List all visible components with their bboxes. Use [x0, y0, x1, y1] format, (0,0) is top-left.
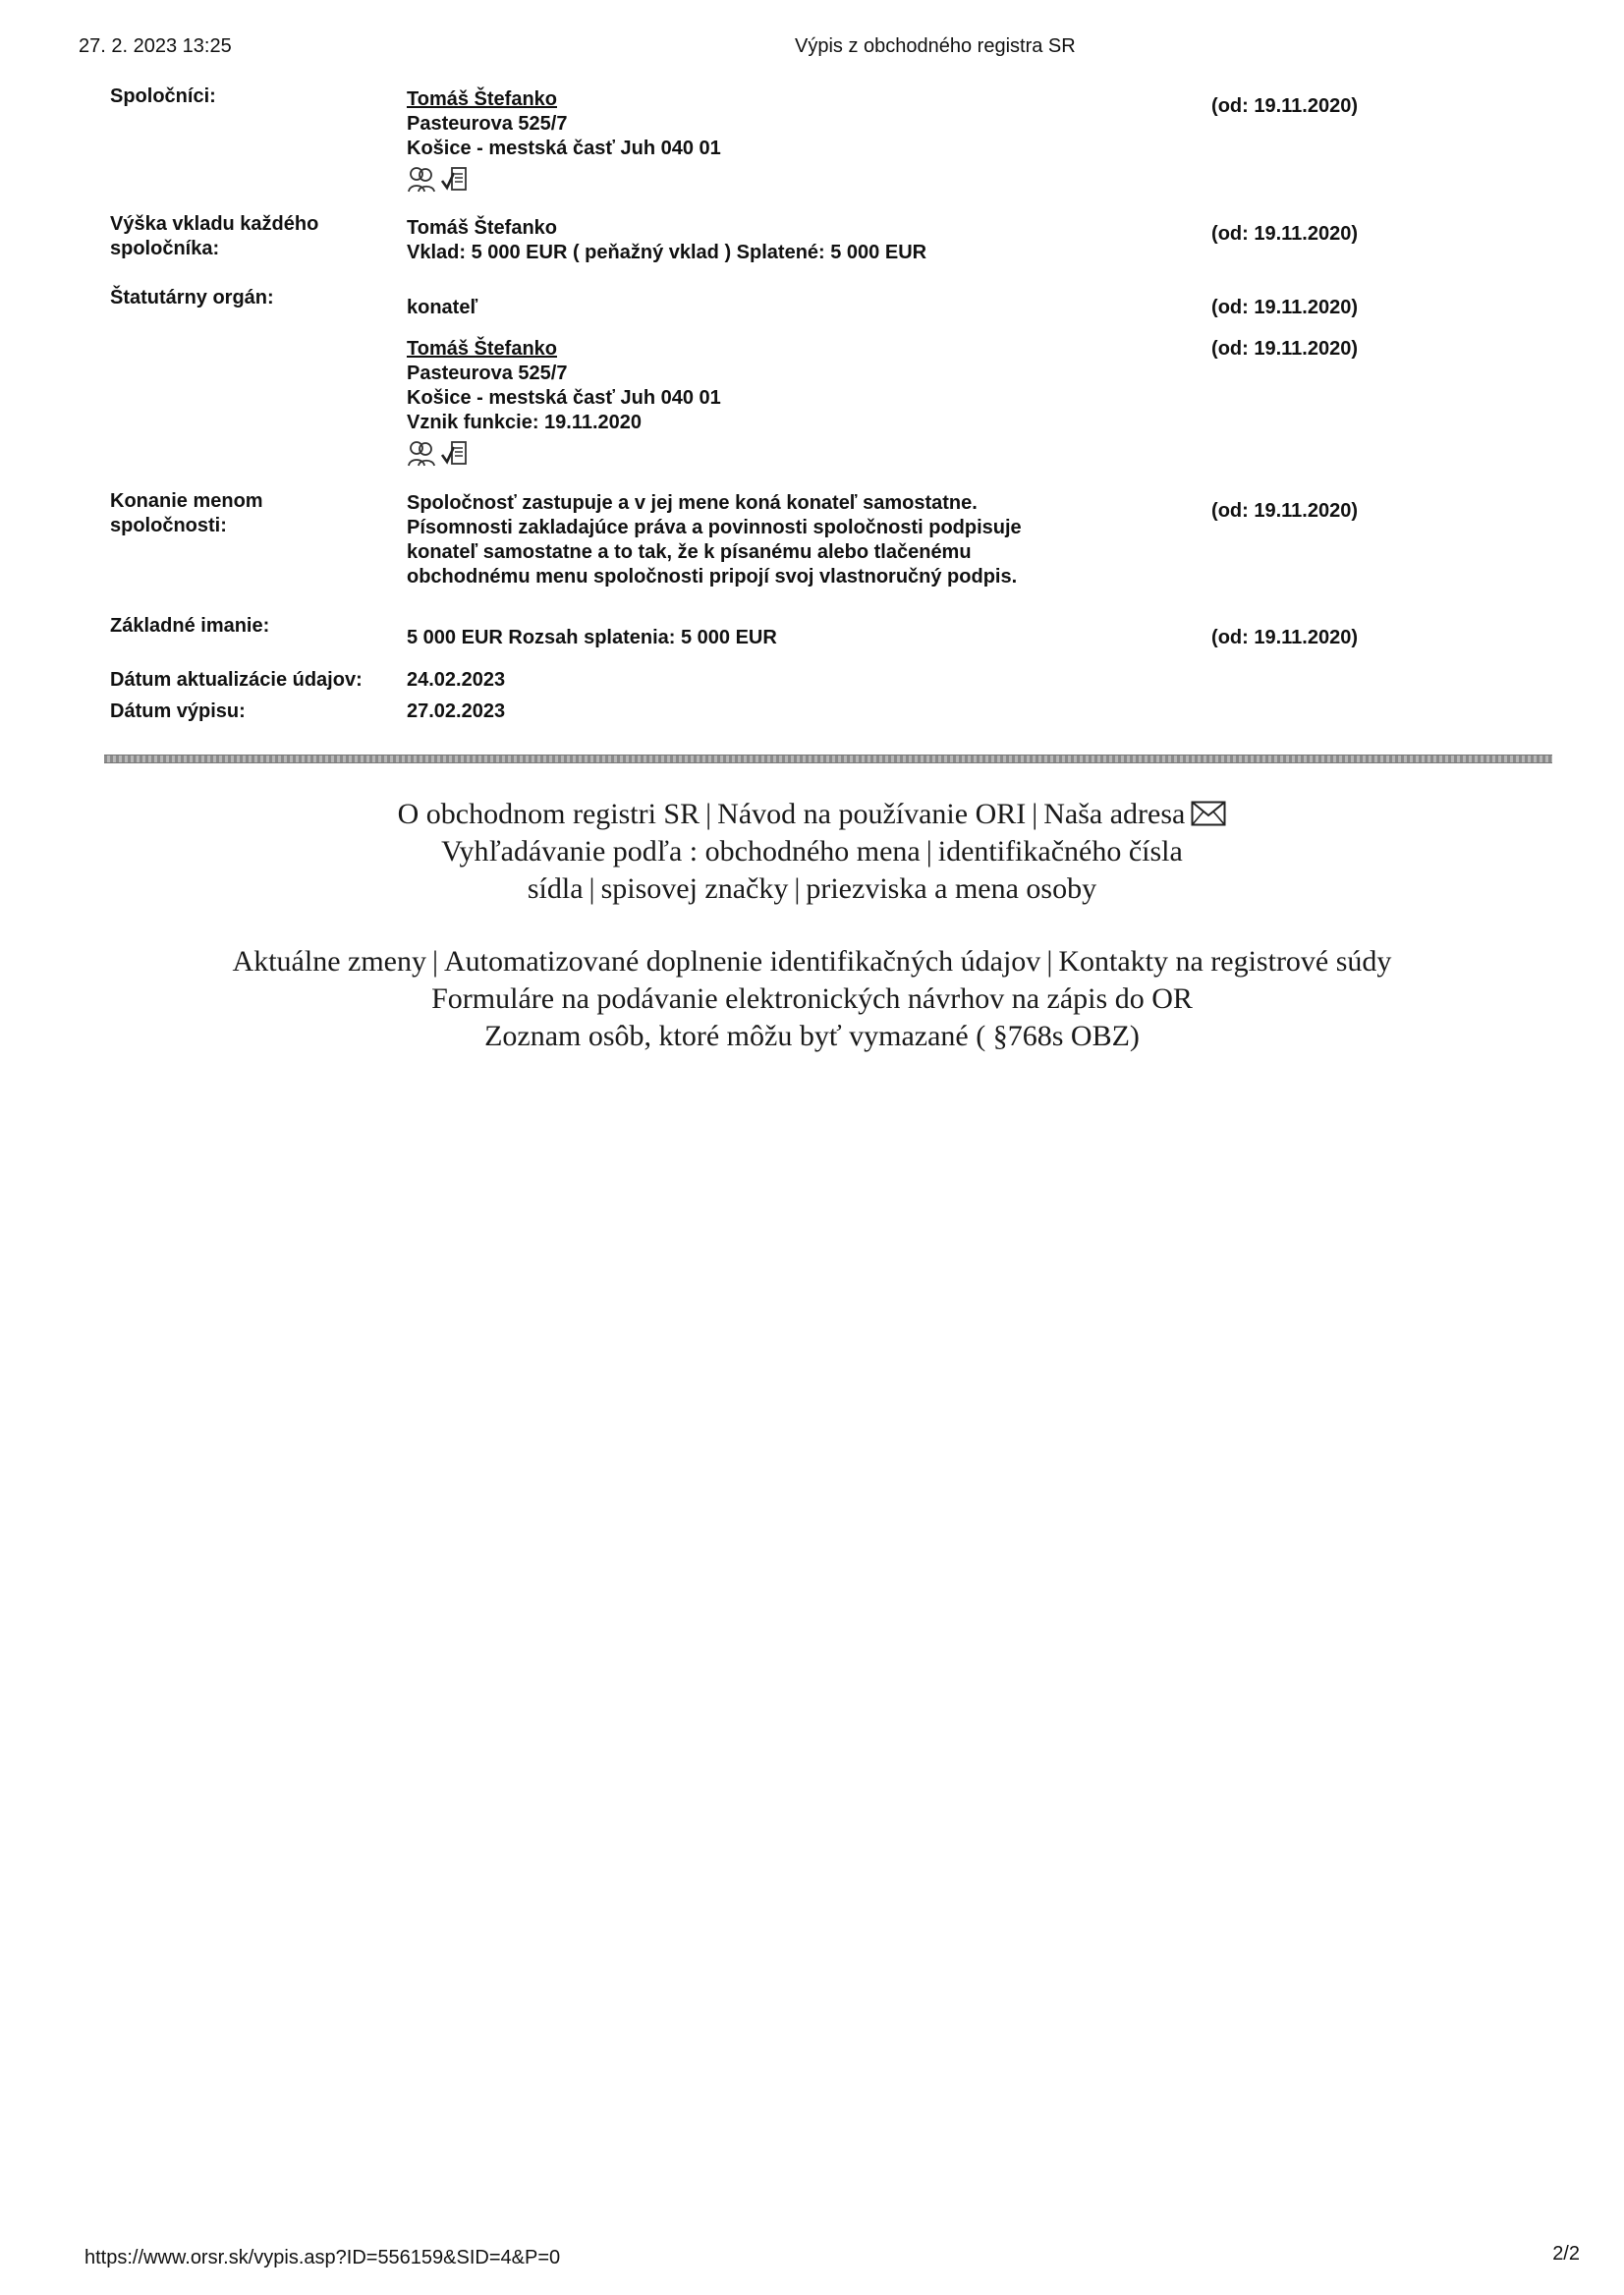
link-separator: |: [925, 835, 932, 868]
deposit-label-line2: spoločníka:: [110, 238, 220, 259]
statutory-role-row: [110, 286, 1358, 337]
link-separator: |: [1046, 945, 1053, 978]
link-search-file-number[interactable]: spisovej značky: [600, 872, 789, 905]
acting-line1: Spoločnosť zastupuje a v jej mene koná konateľ samostatne.: [407, 492, 978, 514]
acting-value: [407, 491, 1185, 589]
executive-since: (od: 19.11.2020): [1211, 338, 1358, 360]
partner-name-link[interactable]: Tomáš Štefanko: [407, 88, 557, 110]
link-current-changes[interactable]: Aktuálne zmeny: [232, 945, 426, 978]
deposit-since: (od: 19.11.2020): [1211, 223, 1358, 245]
footer-line-2: [0, 833, 1624, 870]
partners-row: [110, 84, 1358, 212]
persons-icon[interactable]: [407, 439, 436, 467]
capital-label: Základné imanie:: [110, 615, 270, 637]
acting-label: [110, 489, 407, 538]
link-auto-completion[interactable]: Automatizované doplnenie identifikačných údajov: [444, 945, 1041, 978]
link-about-register[interactable]: O obchodnom registri SR: [397, 798, 700, 830]
link-ori-manual[interactable]: Návod na používanie ORI: [717, 798, 1027, 830]
statutory-role: konateľ: [407, 297, 478, 318]
deposit-partner-name: Tomáš Štefanko: [407, 217, 557, 239]
deposit-label: [110, 212, 407, 261]
footer-line-5: [0, 980, 1624, 1018]
acting-line3: konateľ samostatne a to tak, že k písanému alebo tlačenému: [407, 541, 972, 563]
partners-label: Spoločníci:: [110, 85, 216, 107]
print-header: [79, 35, 1545, 59]
partners-value: [407, 87, 1185, 193]
update-date-label: Dátum aktualizácie údajov:: [110, 669, 363, 691]
document-check-icon[interactable]: [440, 439, 470, 467]
statutory-person-value: [407, 337, 1185, 467]
acting-label-line1: Konanie menom: [110, 490, 263, 512]
deposit-value: [407, 216, 1185, 265]
executive-function-start: Vznik funkcie: 19.11.2020: [407, 412, 643, 433]
link-forms[interactable]: Formuláre na podávanie elektronických návrhov na zápis do OR: [431, 982, 1193, 1015]
link-separator: |: [705, 798, 712, 830]
statutory-person-row: [110, 337, 1358, 489]
page-number: 2/2: [1552, 2243, 1580, 2265]
acting-label-line2: spoločnosti:: [110, 515, 227, 536]
link-separator: |: [431, 945, 438, 978]
executive-address-city: Košice - mestská časť Juh 040 01: [407, 387, 721, 409]
deposit-row: [110, 212, 1358, 286]
footer-line-1: [0, 796, 1624, 833]
link-search-id-number[interactable]: identifikačného čísla: [937, 835, 1183, 868]
extract-date-row: [110, 700, 1358, 729]
acting-line4: obchodnému menu spoločnosti pripojí svoj vlastnoručný podpis.: [407, 566, 1018, 588]
footer-block-primary: [0, 796, 1624, 908]
executive-name-link[interactable]: Tomáš Štefanko: [407, 338, 557, 360]
print-footer: [84, 2243, 1580, 2270]
footer-block-secondary: [0, 943, 1624, 1055]
partner-icons: [407, 165, 1185, 193]
acting-line2: Písomnosti zakladajúce práva a povinnosti spoločnosti podpisuje: [407, 517, 1022, 538]
update-date-value: 24.02.2023: [407, 669, 506, 691]
link-search-seat[interactable]: sídla: [527, 872, 584, 905]
acting-row: [110, 489, 1358, 614]
partner-address-street: Pasteurova 525/7: [407, 113, 568, 135]
footer-line-6: [0, 1018, 1624, 1055]
print-url: https://www.orsr.sk/vypis.asp?ID=556159&SID=4&P=0: [84, 2247, 561, 2268]
partner-address-city: Košice - mestská časť Juh 040 01: [407, 138, 721, 159]
link-separator: |: [794, 872, 801, 905]
link-separator: |: [588, 872, 595, 905]
extract-date-value: 27.02.2023: [407, 700, 506, 722]
acting-since: (od: 19.11.2020): [1211, 500, 1358, 522]
link-separator: |: [1032, 798, 1038, 830]
mail-envelope-icon[interactable]: [1191, 801, 1226, 826]
deposit-detail: Vklad: 5 000 EUR ( peňažný vklad ) Splatené: 5 000 EUR: [407, 242, 927, 263]
footer-line-4: [0, 943, 1624, 980]
partners-since: (od: 19.11.2020): [1211, 95, 1358, 117]
print-document-title: Výpis z obchodného registra SR: [795, 35, 1076, 57]
link-search-business-name[interactable]: obchodného mena: [704, 835, 921, 868]
footer-navigation: [0, 796, 1624, 1079]
footer-line-3: [0, 870, 1624, 908]
executive-address-street: Pasteurova 525/7: [407, 363, 568, 384]
print-timestamp: 27. 2. 2023 13:25: [79, 35, 232, 57]
link-our-address[interactable]: Naša adresa: [1043, 798, 1186, 830]
deposit-label-line1: Výška vkladu každého: [110, 213, 319, 235]
register-record: [110, 84, 1358, 729]
link-registry-courts[interactable]: Kontakty na registrové súdy: [1058, 945, 1392, 978]
extract-date-label: Dátum výpisu:: [110, 700, 246, 722]
capital-row: [110, 614, 1358, 668]
link-search-person-name[interactable]: priezviska a mena osoby: [806, 872, 1097, 905]
executive-icons: [407, 439, 1185, 467]
persons-icon[interactable]: [407, 165, 436, 193]
update-date-row: [110, 668, 1358, 700]
link-deletable-persons[interactable]: Zoznam osôb, ktoré môžu byť vymazané ( §768s OBZ): [484, 1020, 1140, 1052]
section-divider: [104, 755, 1552, 763]
statutory-label: Štatutárny orgán:: [110, 287, 274, 308]
document-check-icon[interactable]: [440, 165, 470, 193]
capital-since: (od: 19.11.2020): [1211, 627, 1358, 648]
statutory-role-since: (od: 19.11.2020): [1211, 297, 1358, 318]
capital-value: 5 000 EUR Rozsah splatenia: 5 000 EUR: [407, 627, 777, 648]
search-by-prefix: Vyhľadávanie podľa :: [441, 835, 699, 868]
